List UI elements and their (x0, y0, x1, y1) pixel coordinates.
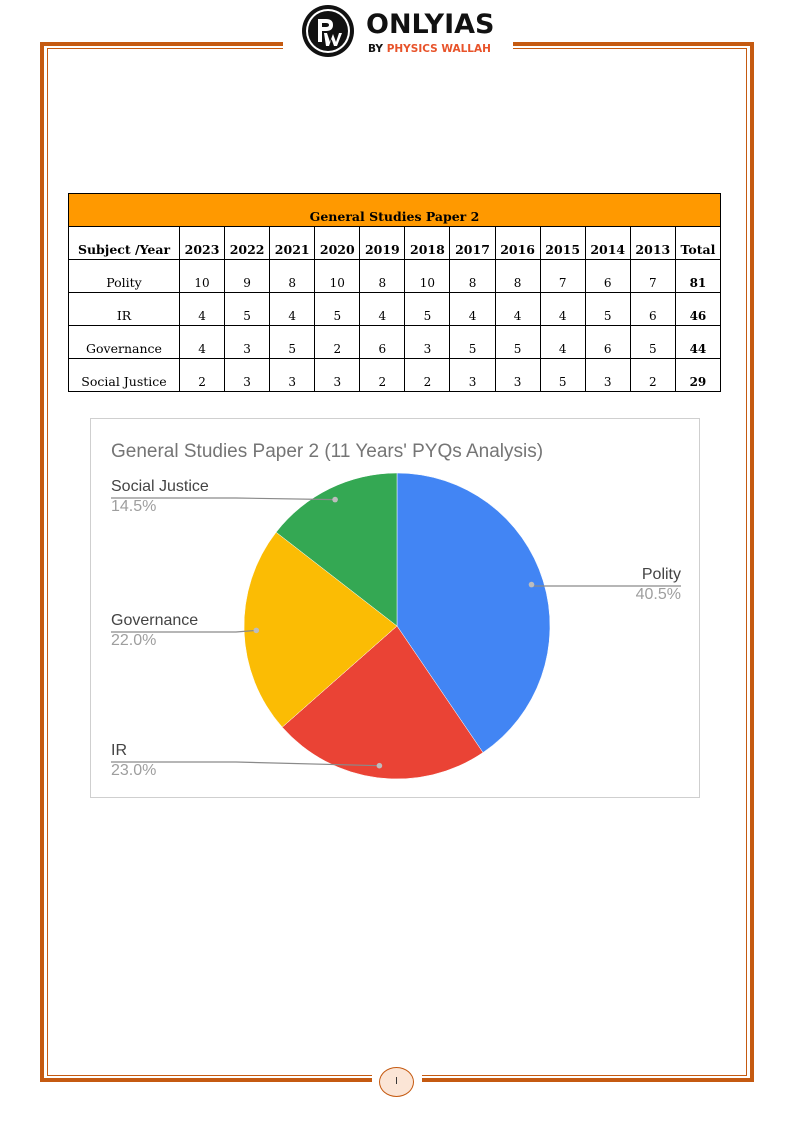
table-row (69, 326, 721, 359)
value-cell: 6 (585, 260, 630, 293)
value-cell: 4 (495, 293, 540, 326)
pie-slices (244, 473, 550, 779)
value-cell: 4 (180, 293, 225, 326)
total-cell: 29 (675, 359, 720, 392)
value-cell: 3 (225, 359, 270, 392)
slice-label-ir: IR (111, 742, 127, 759)
slice-label-governance: Governance (111, 612, 199, 629)
value-cell: 4 (360, 293, 405, 326)
value-cell: 5 (450, 326, 495, 359)
value-cell: 5 (540, 359, 585, 392)
value-cell: 5 (405, 293, 450, 326)
header-cell: 2022 (225, 227, 270, 260)
value-cell: 10 (180, 260, 225, 293)
header-cell: 2015 (540, 227, 585, 260)
slice-percent-ir: 23.0% (111, 762, 157, 779)
leader-dot-social-justice (332, 497, 338, 503)
value-cell: 2 (360, 359, 405, 392)
brand-logo (366, 10, 516, 60)
header-cell: 2023 (180, 227, 225, 260)
total-cell: 81 (675, 260, 720, 293)
pyq-table (68, 193, 721, 392)
brand-sub-accent: PHYSICS WALLAH (386, 43, 491, 55)
header-cell: 2017 (450, 227, 495, 260)
value-cell: 5 (315, 293, 360, 326)
table-title: General Studies Paper 2 (69, 194, 721, 227)
value-cell: 7 (630, 260, 675, 293)
value-cell: 6 (585, 326, 630, 359)
value-cell: 5 (270, 326, 315, 359)
chart-title: General Studies Paper 2 (11 Years' PYQs Analysis) (111, 441, 544, 462)
leader-dot-governance (254, 628, 260, 634)
value-cell: 4 (180, 326, 225, 359)
subject-cell: IR (69, 293, 180, 326)
value-cell: 4 (450, 293, 495, 326)
value-cell: 4 (270, 293, 315, 326)
value-cell: 3 (315, 359, 360, 392)
brand-sub-prefix: BY (368, 43, 387, 55)
value-cell: 2 (630, 359, 675, 392)
value-cell: 3 (225, 326, 270, 359)
value-cell: 8 (495, 260, 540, 293)
value-cell: 3 (585, 359, 630, 392)
header-cell: 2019 (360, 227, 405, 260)
value-cell: 6 (360, 326, 405, 359)
brand-name: ONLYIAS (366, 9, 495, 40)
header-cell: 2018 (405, 227, 450, 260)
value-cell: 4 (540, 326, 585, 359)
header-cell: 2013 (630, 227, 675, 260)
value-cell: 3 (405, 326, 450, 359)
value-cell: 5 (225, 293, 270, 326)
pie-chart-panel (90, 418, 700, 798)
slice-percent-social-justice: 14.5% (111, 498, 157, 515)
value-cell: 2 (180, 359, 225, 392)
brand-subtitle (368, 43, 491, 55)
slice-percent-governance: 22.0% (111, 632, 157, 649)
header-cell: 2020 (315, 227, 360, 260)
total-cell: 46 (675, 293, 720, 326)
slice-percent-polity: 40.5% (635, 586, 681, 603)
value-cell: 7 (540, 260, 585, 293)
leader-dot-polity (529, 582, 535, 588)
leader-dot-ir (377, 763, 383, 769)
value-cell: 5 (630, 326, 675, 359)
slice-label-social-justice: Social Justice (111, 478, 209, 495)
value-cell: 2 (315, 326, 360, 359)
subject-cell: Governance (69, 326, 180, 359)
value-cell: 8 (270, 260, 315, 293)
page-number: I (379, 1067, 414, 1097)
value-cell: 4 (540, 293, 585, 326)
value-cell: 3 (495, 359, 540, 392)
slice-label-polity: Polity (641, 566, 681, 583)
header-cell: 2016 (495, 227, 540, 260)
value-cell: 9 (225, 260, 270, 293)
header-cell: 2014 (585, 227, 630, 260)
pie-chart (91, 419, 699, 797)
total-cell: 44 (675, 326, 720, 359)
value-cell: 6 (630, 293, 675, 326)
subject-cell: Polity (69, 260, 180, 293)
value-cell: 8 (450, 260, 495, 293)
value-cell: 10 (315, 260, 360, 293)
table-row (69, 260, 721, 293)
subject-cell: Social Justice (69, 359, 180, 392)
value-cell: 3 (270, 359, 315, 392)
value-cell: 2 (405, 359, 450, 392)
value-cell: 5 (495, 326, 540, 359)
value-cell: 5 (585, 293, 630, 326)
table-header-row (69, 227, 721, 260)
table-row (69, 293, 721, 326)
header-cell: 2021 (270, 227, 315, 260)
value-cell: 8 (360, 260, 405, 293)
header-cell: Total (675, 227, 720, 260)
pw-logo-icon (301, 4, 355, 58)
value-cell: 3 (450, 359, 495, 392)
value-cell: 10 (405, 260, 450, 293)
header-cell: Subject /Year (69, 227, 180, 260)
table-row (69, 359, 721, 392)
